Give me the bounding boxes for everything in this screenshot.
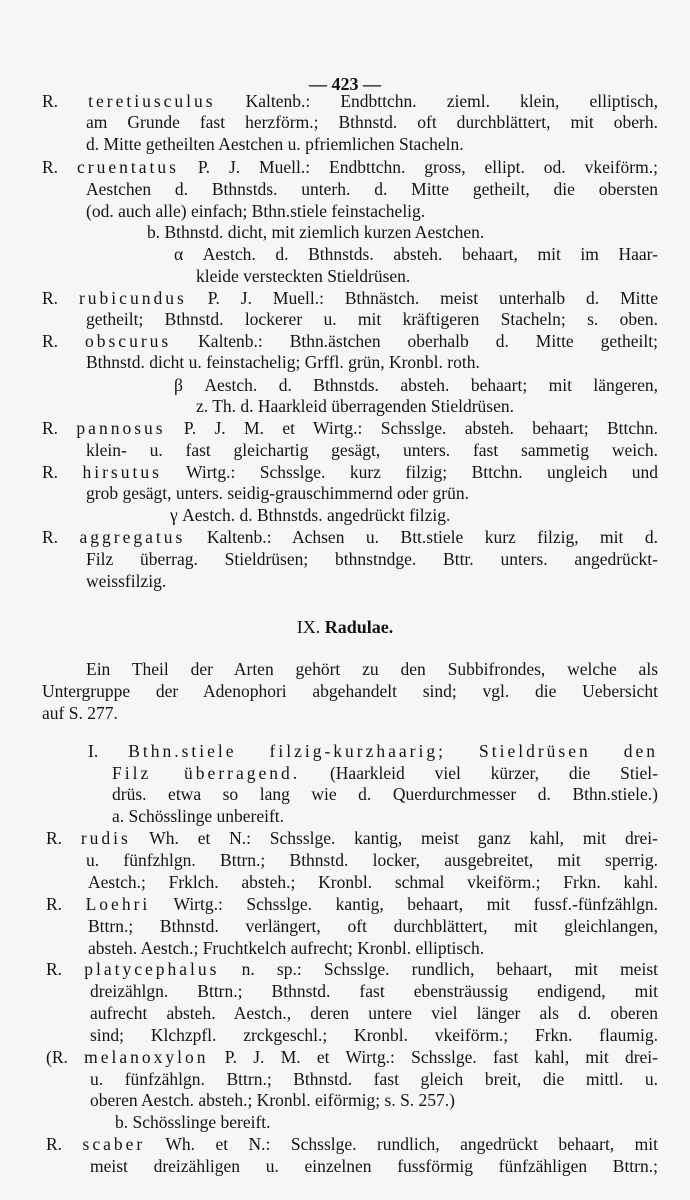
text-line <box>86 351 480 373</box>
text-line <box>86 178 658 200</box>
line-text: Kaltenb.: Endbttchn. zieml. klein, elliptisch, <box>215 91 658 111</box>
line-text: weissfilzig. <box>86 571 167 591</box>
line-text: aufrecht absteh. Aestch., deren untere viel länger als d. oberen <box>90 1003 658 1023</box>
line-prefix: I. <box>88 741 129 761</box>
text-line <box>46 1133 658 1155</box>
line-prefix: R. <box>46 828 81 848</box>
line-text: Kaltenb.: Achsen u. Btt.stiele kurz filzig, mit d. <box>185 527 658 547</box>
line-text: γ Aestch. d. Bthnstds. angedrückt filzig. <box>170 505 451 525</box>
text-line <box>174 243 658 265</box>
species-name: Loehri <box>85 894 151 914</box>
text-line <box>86 111 658 133</box>
text-line <box>174 374 658 396</box>
text-line <box>147 221 484 243</box>
line-text: P. J. Muell.: Endbttchn. gross, ellipt. od. vkeiförm.; <box>178 157 658 177</box>
line-text: getheilt; Bthnstd. lockerer u. mit kräftigeren Stacheln; s. oben. <box>86 309 658 329</box>
text-line <box>90 1089 455 1111</box>
line-text: sind; Klchzpfl. zrckgeschl.; Kronbl. vkeiförm.; Frkn. flaumig. <box>90 1025 658 1045</box>
text-line <box>42 461 658 483</box>
species-name: Filz überragend. <box>112 763 301 783</box>
section-title: Radulae. <box>324 617 394 637</box>
line-text: absteh. Aestch.; Fruchtkelch aufrecht; Kronbl. elliptisch. <box>88 938 485 958</box>
line-text: auf S. 277. <box>42 703 118 723</box>
line-text: b. Schösslinge bereift. <box>115 1112 271 1132</box>
line-text: drüs. etwa so lang wie d. Querdurchmesser d. Bthn.stiele.) <box>112 784 658 804</box>
text-line <box>42 287 658 309</box>
text-line <box>88 915 658 937</box>
line-text: Bttrn.; Bthnstd. verlängert, oft durchblättert, mit gleichlangen, <box>88 916 658 936</box>
species-name: scaber <box>82 1134 146 1154</box>
text-line <box>196 265 410 287</box>
line-text: Wirtg.: Schsslge. kantig, behaart, mit fussf.-fünfzählgn. <box>150 894 658 914</box>
text-line <box>112 805 284 827</box>
line-text: P. J. M. et Wirtg.: Schsslge. fast kahl, mit drei- <box>208 1047 658 1067</box>
text-line <box>86 570 166 592</box>
text-line <box>42 702 118 724</box>
text-line <box>42 330 658 352</box>
text-line <box>42 156 658 178</box>
text-line <box>115 1111 271 1133</box>
text-line <box>42 680 658 702</box>
species-name: teretiusculus <box>88 91 216 111</box>
text-line <box>90 1002 658 1024</box>
text-line <box>170 504 450 526</box>
line-prefix: R. <box>46 1134 83 1154</box>
text-line <box>90 1024 658 1046</box>
text-line <box>90 1155 658 1177</box>
text-line <box>86 200 425 222</box>
line-prefix: R. <box>42 288 79 308</box>
text-line <box>88 937 484 959</box>
line-text: (od. auch alle) einfach; Bthn.stiele feinstachelig. <box>86 201 426 221</box>
line-text: am Grunde fast herzförm.; Bthnstd. oft durchblättert, mit oberh. <box>86 112 658 132</box>
line-text: d. Mitte getheilten Aestchen u. pfriemlichen Stacheln. <box>86 134 464 154</box>
line-text: oberen Aestch. absteh.; Kronbl. eiförmig; s. S. 257.) <box>90 1090 456 1110</box>
species-name: rudis <box>80 828 131 848</box>
text-line <box>90 980 658 1002</box>
line-text: b. Bthnstd. dicht, mit ziemlich kurzen Aestchen. <box>147 222 485 242</box>
line-text: Wh. et N.: Schsslge. kantig, meist ganz kahl, mit drei- <box>130 828 658 848</box>
line-text: β Aestch. d. Bthnstds. absteh. behaart; mit längeren, <box>174 375 658 395</box>
text-line <box>112 762 658 784</box>
text-line <box>46 827 658 849</box>
line-text: P. J. M. et Wirtg.: Schsslge. absteh. behaart; Bttchn. <box>165 418 658 438</box>
line-prefix: R. <box>42 527 80 547</box>
line-text: kleide versteckten Stieldrüsen. <box>196 266 411 286</box>
text-line <box>42 417 658 439</box>
line-text: Ein Theil der Arten gehört zu den Subbifrondes, welche als <box>86 659 658 679</box>
line-prefix: (R. <box>46 1047 85 1067</box>
line-text: z. Th. d. Haarkleid überragenden Stieldrüsen. <box>196 396 514 416</box>
line-text: (Haarkleid viel kürzer, die Stiel- <box>300 763 658 783</box>
section-heading <box>0 617 690 638</box>
line-text: Wirtg.: Schsslge. kurz filzig; Bttchn. ungleich und <box>161 462 658 482</box>
text-line <box>42 90 658 112</box>
line-text: grob gesägt, unters. seidig-grauschimmernd oder grün. <box>86 483 469 503</box>
species-name: Bthn.stiele filzig-kurzhaarig; Stieldrüsen den <box>128 741 658 761</box>
text-line <box>86 658 658 680</box>
species-name: aggregatus <box>79 527 186 547</box>
text-line <box>86 849 658 871</box>
line-prefix: R. <box>42 331 85 351</box>
species-name: melanoxylon <box>84 1047 209 1067</box>
line-text: Aestch.; Frklch. absteh.; Kronbl. schmal vkeiförm.; Frkn. kahl. <box>88 872 658 892</box>
text-line <box>46 1046 658 1068</box>
text-line <box>86 482 469 504</box>
section-numeral: IX. <box>296 617 321 637</box>
line-prefix: R. <box>42 418 77 438</box>
species-name: cruentatus <box>76 157 179 177</box>
line-text: Untergruppe der Adenophori abgehandelt sind; vgl. die Uebersicht <box>42 681 658 701</box>
line-text: P. J. Muell.: Bthnästch. meist unterhalb d. Mitte <box>186 288 658 308</box>
species-name: hirsutus <box>82 462 162 482</box>
line-text: Aestchen d. Bthnstds. unterh. d. Mitte getheilt, die obersten <box>86 179 658 199</box>
text-line <box>46 958 658 980</box>
species-name: platycephalus <box>84 959 220 979</box>
line-prefix: R. <box>42 91 89 111</box>
line-text: a. Schösslinge unbereift. <box>112 806 285 826</box>
text-line <box>112 783 658 805</box>
species-name: rubicundus <box>78 288 187 308</box>
line-text: Filz überrag. Stieldrüsen; bthnstndge. Bttr. unters. angedrückt- <box>86 549 658 569</box>
line-text: Bthnstd. dicht u. feinstachelig; Grffl. grün, Kronbl. roth. <box>86 352 480 372</box>
line-prefix: R. <box>46 894 86 914</box>
line-text: klein- u. fast gleichartig gesägt, unters. fast sammetig weich. <box>86 440 658 460</box>
line-prefix: R. <box>42 157 77 177</box>
text-line <box>42 526 658 548</box>
text-line <box>86 548 658 570</box>
line-text: dreizählgn. Bttrn.; Bthnstd. fast ebensträussig endigend, mit <box>90 981 658 1001</box>
text-line <box>196 395 514 417</box>
line-text: Kaltenb.: Bthn.ästchen oberhalb d. Mitte getheilt; <box>171 331 658 351</box>
species-name: pannosus <box>76 418 166 438</box>
text-line <box>86 308 658 330</box>
line-text: meist dreizähligen u. einzelnen fussförmig fünfzähligen Bttrn.; <box>90 1156 658 1176</box>
line-text: α Aestch. d. Bthnstds. absteh. behaart, mit im Haar- <box>174 244 658 264</box>
page-number: — 423 — <box>309 74 381 94</box>
species-name: obscurus <box>85 331 172 351</box>
text-line <box>46 893 658 915</box>
line-text: u. fünfzhlgn. Bttrn.; Bthnstd. locker, ausgebreitet, mit sperrig. <box>86 850 658 870</box>
line-text: n. sp.: Schsslge. rundlich, behaart, mit meist <box>219 959 658 979</box>
line-prefix: R. <box>42 462 83 482</box>
text-line <box>90 1068 658 1090</box>
line-text: u. fünfzählgn. Bttrn.; Bthnstd. fast gleich breit, die mittl. u. <box>90 1069 658 1089</box>
text-line <box>88 740 658 762</box>
text-line <box>86 133 464 155</box>
line-prefix: R. <box>46 959 85 979</box>
text-line <box>88 871 658 893</box>
text-line <box>86 439 658 461</box>
line-text: Wh. et N.: Schsslge. rundlich, angedrückt behaart, mit <box>145 1134 658 1154</box>
